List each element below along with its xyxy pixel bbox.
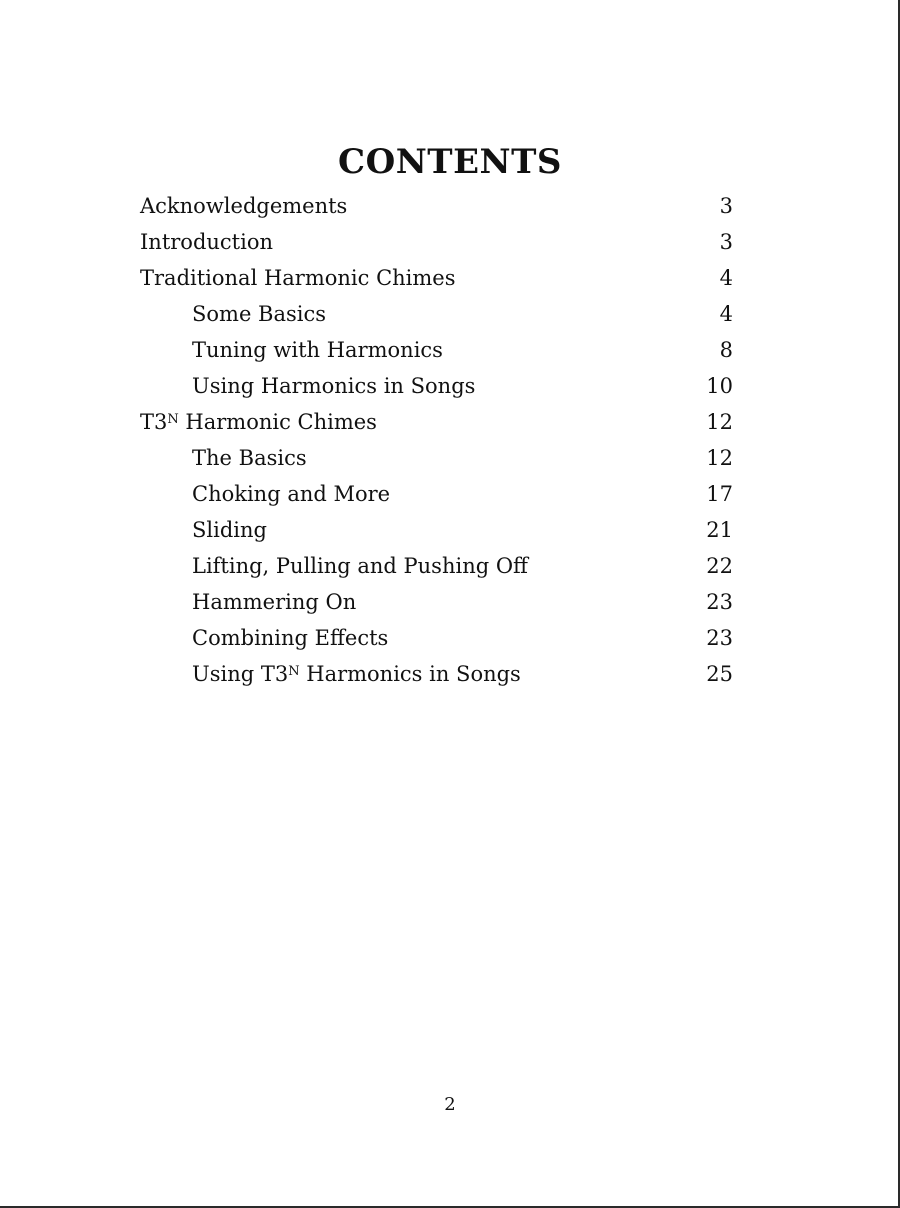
toc-entry-page-number: 23 — [706, 626, 733, 650]
toc-title-segment: Harmonic Chimes — [178, 410, 377, 434]
toc-entry — [140, 404, 733, 440]
toc-entry-page-number: 3 — [719, 194, 733, 218]
toc-entry-page-number: 17 — [706, 482, 733, 506]
toc-entry-page-number: 8 — [719, 338, 733, 362]
toc-entry — [140, 476, 733, 512]
toc-entry-title — [140, 260, 456, 296]
toc-title-segment: Combining Effects — [192, 626, 389, 650]
toc-entry-page-number: 23 — [706, 590, 733, 614]
toc-entry — [140, 296, 733, 332]
toc-entry-page-number: 12 — [706, 410, 733, 434]
toc-title-segment: Using T3 — [192, 662, 289, 686]
toc-title-segment: T3 — [140, 410, 168, 434]
toc-title-segment: Some Basics — [192, 302, 327, 326]
toc-entry — [140, 188, 733, 224]
toc-title-segment: Introduction — [140, 230, 273, 254]
toc-entry-title — [192, 368, 475, 404]
toc-entry-title — [192, 512, 267, 548]
toc-entry — [140, 548, 733, 584]
toc-title-segment: Hammering On — [192, 590, 357, 614]
toc-entry — [140, 368, 733, 404]
toc-title-segment: Tuning with Harmonics — [192, 338, 443, 362]
toc-title-segment: Lifting, Pulling and Pushing Off — [192, 554, 528, 578]
toc-entry — [140, 440, 733, 476]
toc-entry-page-number: 12 — [706, 446, 733, 470]
toc-entry — [140, 512, 733, 548]
toc-title-segment: Choking and More — [192, 482, 391, 506]
toc-entry — [140, 620, 733, 656]
toc-title-segment: The Basics — [192, 446, 307, 470]
toc-entry-page-number: 22 — [706, 554, 733, 578]
toc-entry-page-number: 10 — [706, 374, 733, 398]
toc-title-segment: Acknowledgements — [140, 194, 348, 218]
toc-entry — [140, 260, 733, 296]
toc-entry-title — [192, 656, 521, 692]
toc-title-segment: Using Harmonics in Songs — [192, 374, 476, 398]
page-number: 2 — [444, 1094, 456, 1115]
toc-entry-title — [192, 296, 326, 332]
toc-entry — [140, 584, 733, 620]
toc-entry-title — [140, 404, 377, 440]
toc-entry-title — [192, 548, 528, 584]
toc-entry — [140, 224, 733, 260]
toc-entry-title — [192, 440, 307, 476]
toc-entry-page-number: 3 — [719, 230, 733, 254]
toc-entry-page-number: 4 — [719, 266, 733, 290]
superscript-text: N — [167, 412, 179, 427]
toc-entry-title — [192, 332, 443, 368]
page-title: CONTENTS — [338, 142, 562, 182]
toc-entry-title — [140, 224, 273, 260]
toc-entry-title — [192, 476, 390, 512]
toc-entry-page-number: 25 — [706, 662, 733, 686]
toc-title-segment: Traditional Harmonic Chimes — [140, 266, 456, 290]
toc-title-segment: Sliding — [192, 518, 267, 542]
toc-entry-title — [192, 584, 356, 620]
table-of-contents — [140, 188, 733, 692]
toc-entry — [140, 656, 733, 692]
toc-entry-page-number: 21 — [706, 518, 733, 542]
toc-entry-title — [192, 620, 388, 656]
toc-entry-page-number: 4 — [719, 302, 733, 326]
toc-entry — [140, 332, 733, 368]
superscript-text: N — [288, 664, 300, 679]
toc-entry-title — [140, 188, 347, 224]
toc-title-segment: Harmonics in Songs — [299, 662, 521, 686]
